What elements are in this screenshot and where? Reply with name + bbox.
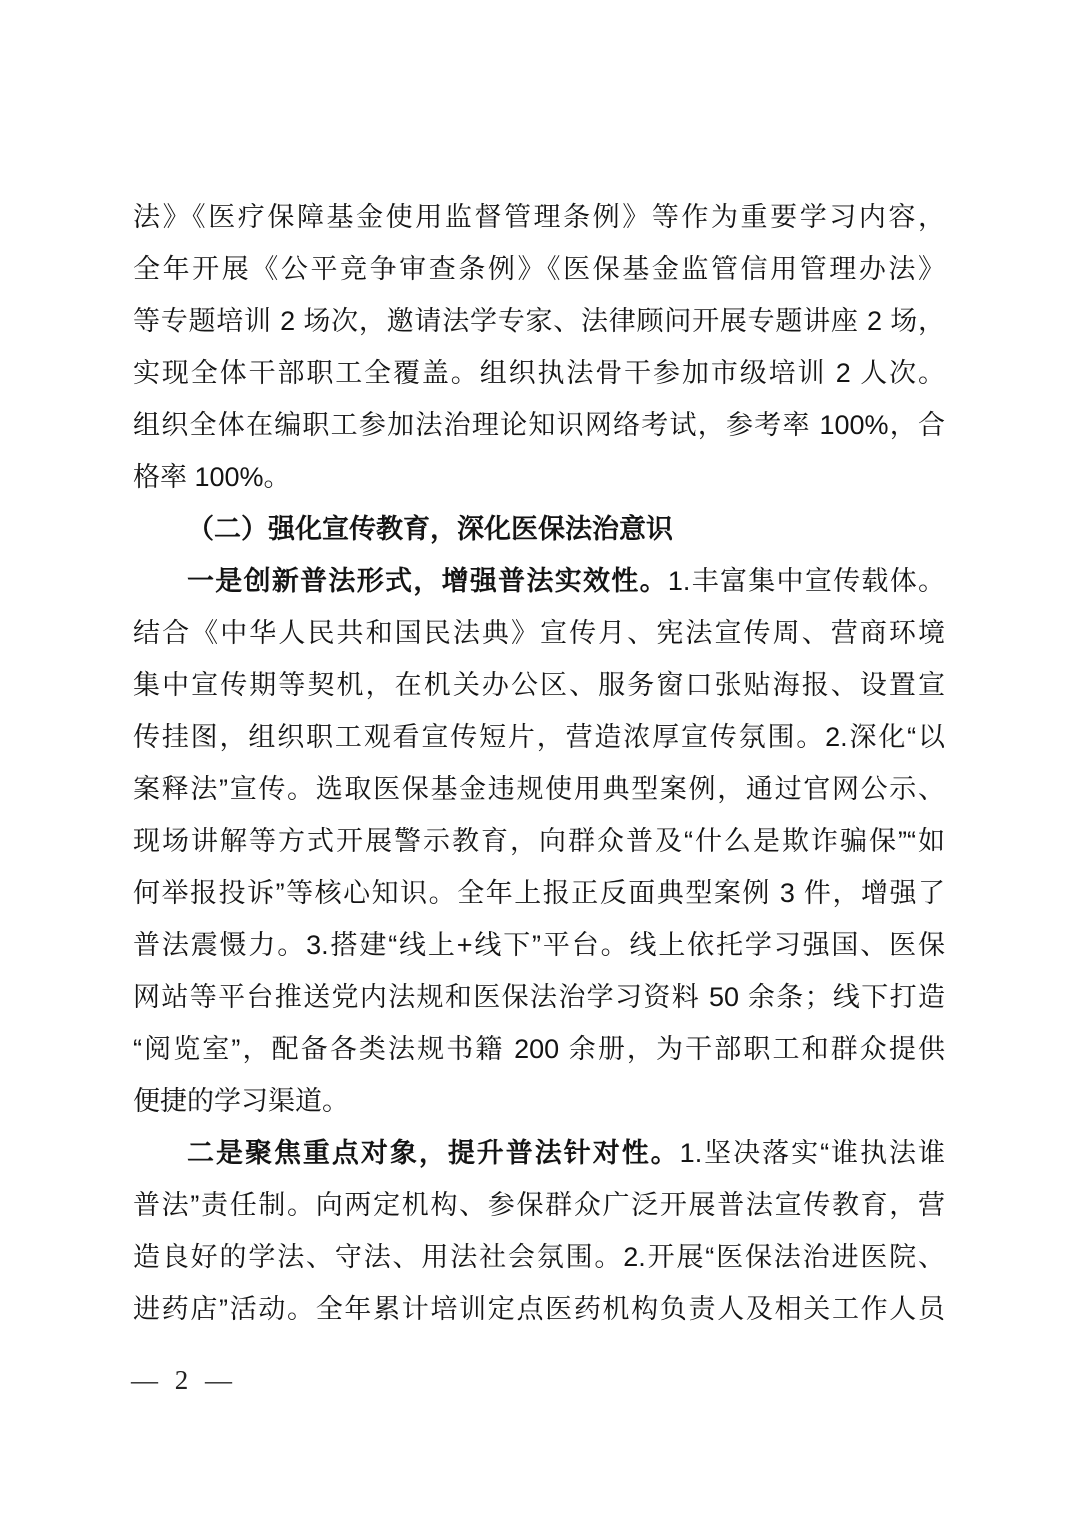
text-segment: 造良好的学法、守法、用法社会氛围。2.开展“医保法治进医院、 xyxy=(133,1242,945,1272)
text-line xyxy=(133,243,945,295)
text-block xyxy=(133,191,945,1335)
text-segment: 普法”责任制。向两定机构、参保群众广泛开展普法宣传教育，营 xyxy=(133,1190,945,1220)
text-segment: 便捷的学习渠道。 xyxy=(133,1086,349,1116)
text-line xyxy=(133,1283,945,1335)
text-line xyxy=(133,347,945,399)
text-line xyxy=(133,607,945,659)
text-segment: 1.丰富集中宣传载体。 xyxy=(667,566,945,596)
text-segment: 法》《医疗保障基金使用监督管理条例》等作为重要学习内容， xyxy=(133,202,945,232)
text-segment: 结合《中华人民共和国民法典》宣传月、宪法宣传周、营商环境 xyxy=(133,618,945,648)
text-segment: 二是聚焦重点对象，提升普法针对性。 xyxy=(187,1138,680,1168)
paragraph-continuation xyxy=(133,191,945,503)
text-line xyxy=(133,1231,945,1283)
text-segment: 一是创新普法形式，增强普法实效性。 xyxy=(187,566,668,596)
text-segment: 全年开展《公平竞争审查条例》《医保基金监管信用管理办法》 xyxy=(133,254,945,284)
text-line xyxy=(133,815,945,867)
text-line xyxy=(133,399,945,451)
page-number: — 2 — xyxy=(131,1365,232,1395)
text-segment: 何举报投诉”等核心知识。全年上报正反面典型案例 3 件，增强了 xyxy=(133,878,945,908)
text-segment: “阅览室”，配备各类法规书籍 200 余册，为干部职工和群众提供 xyxy=(133,1034,945,1064)
text-line xyxy=(133,295,945,347)
text-segment: 格率 100%。 xyxy=(133,462,291,492)
text-line xyxy=(133,1127,945,1179)
text-line xyxy=(133,867,945,919)
text-line xyxy=(133,1179,945,1231)
text-segment: 集中宣传期等契机，在机关办公区、服务窗口张贴海报、设置宣 xyxy=(133,670,945,700)
section-heading-2 xyxy=(133,503,945,555)
text-segment: （二）强化宣传教育，深化医保法治意识 xyxy=(187,514,673,544)
text-segment: 现场讲解等方式开展警示教育，向群众普及“什么是欺诈骗保”“如 xyxy=(133,826,945,856)
text-segment: 组织全体在编职工参加法治理论知识网络考试，参考率 100%，合 xyxy=(133,410,945,440)
text-segment: 等专题培训 2 场次，邀请法学专家、法律顾问开展专题讲座 2 场， xyxy=(133,306,945,336)
text-line xyxy=(133,711,945,763)
text-segment: 进药店”活动。全年累计培训定点医药机构负责人及相关工作人员 xyxy=(133,1294,945,1324)
text-line xyxy=(133,191,945,243)
paragraph-ershi xyxy=(133,1127,945,1335)
text-line xyxy=(133,763,945,815)
text-line xyxy=(133,1075,945,1127)
text-line xyxy=(133,919,945,971)
text-segment: 实现全体干部职工全覆盖。组织执法骨干参加市级培训 2 人次。 xyxy=(133,358,945,388)
text-segment: 1.坚决落实“谁执法谁 xyxy=(679,1138,945,1168)
text-line xyxy=(133,451,945,503)
text-line xyxy=(133,659,945,711)
text-line xyxy=(133,555,945,607)
text-segment: 网站等平台推送党内法规和医保法治学习资料 50 余条；线下打造 xyxy=(133,982,945,1012)
paragraph-yishi xyxy=(133,555,945,1127)
text-line xyxy=(133,1023,945,1075)
text-line xyxy=(133,503,945,555)
text-segment: 普法震慑力。3.搭建“线上+线下”平台。线上依托学习强国、医保 xyxy=(133,930,945,960)
text-segment: 案释法”宣传。选取医保基金违规使用典型案例，通过官网公示、 xyxy=(133,774,945,804)
text-line xyxy=(133,971,945,1023)
text-segment: 传挂图，组织职工观看宣传短片，营造浓厚宣传氛围。2.深化“以 xyxy=(133,722,945,752)
